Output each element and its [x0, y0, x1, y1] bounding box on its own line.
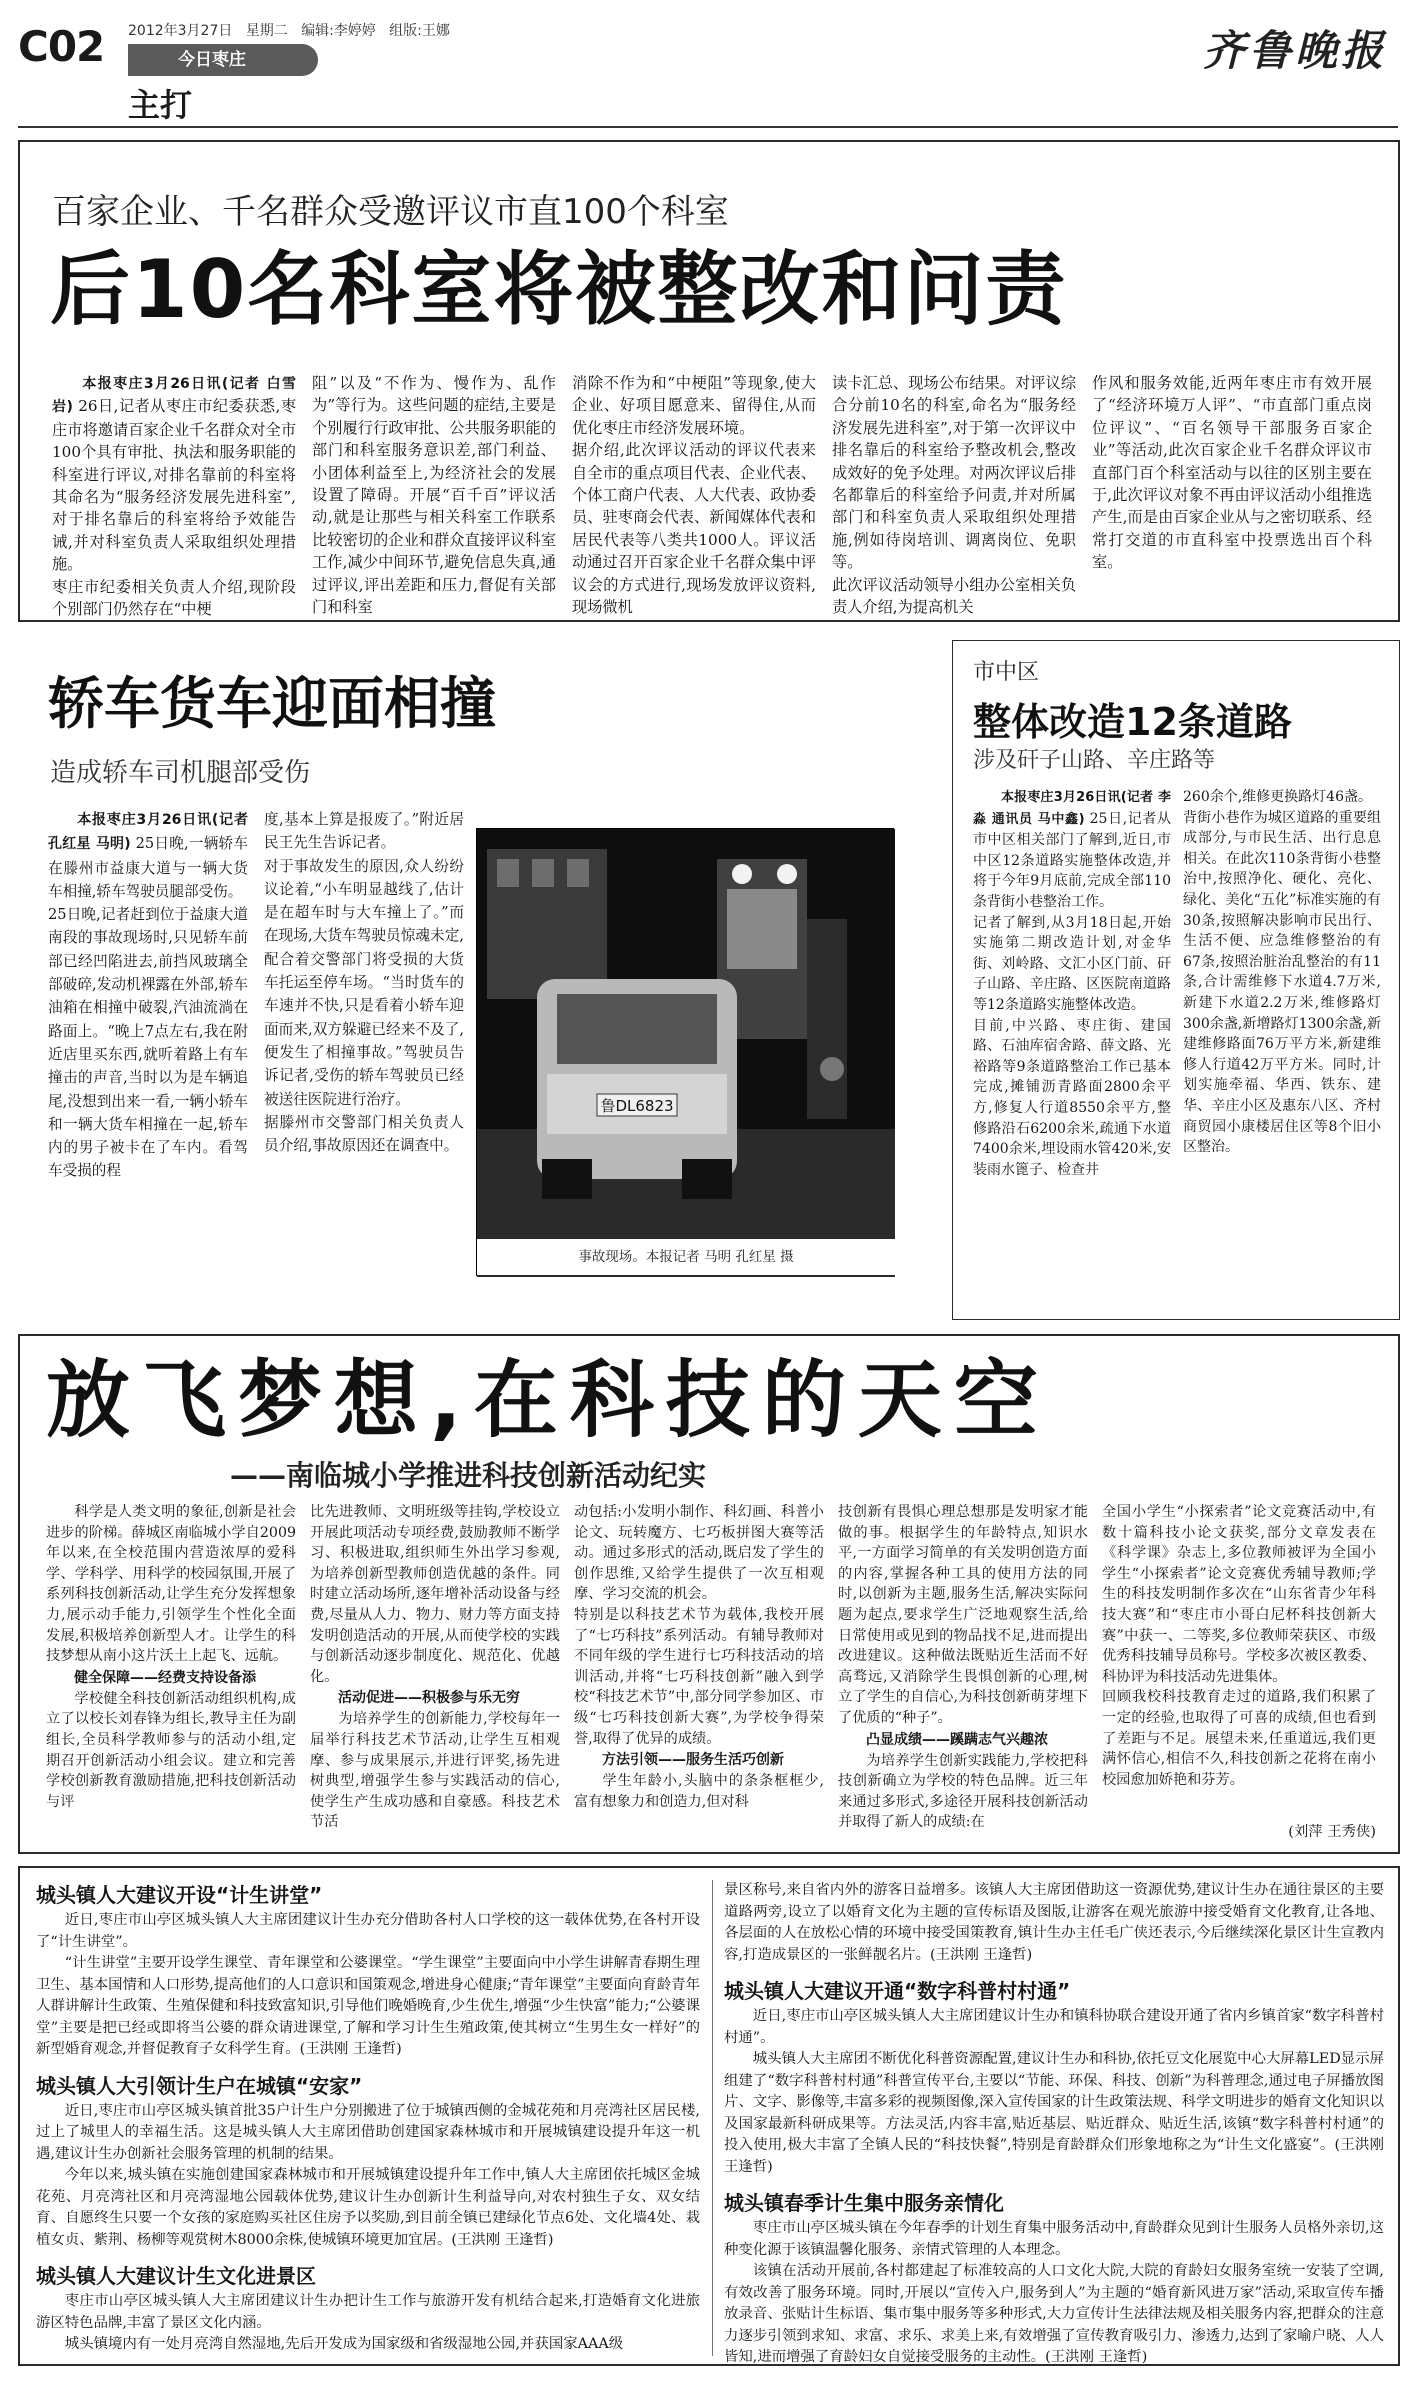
- article1-lead: 本报枣庄3月26日讯(记者 白雪岩): [52, 376, 296, 416]
- article2-col-2: 度,基本上算是报废了。”附近居民王先生告诉记者。 对于事故发生的原因,众人纷纷议论着,“小车明显越线了,估计是在超车时与大车撞上了。”而在现场,大货车驾驶员惊魂未定,配合着交警部门将受损的大货车托运至停车场。“当时货车的车速并不快,只是看着小轿车迎面而来,双方躲避已经来不及了,便发生了相撞事故。”驾驶员告诉记者,受伤的轿车驾驶员已经被送往医院进行治疗。 据滕州市交警部门相关负责人员介绍,事故原因还在调查中。: [264, 811, 464, 1155]
- brief-3-para-1: 枣庄市山亭区城头镇人大主席团建议计生办把计生工作与旅游开发有机结合起来,打造婚育文化进旅游区特色品牌,丰富了景区文化内涵。: [36, 2293, 700, 2331]
- article4-col-1-rest: 学校健全科技创新活动组织机构,成立了以校长刘春锋为组长,教导主任为副组长,全员科学教师参与的活动小组,定期召开创新活动小组会议。建立和完善学校创新教育激励措施,把科技创新活动与评: [46, 1690, 296, 1810]
- article3-subhead: 涉及矸子山路、辛庄路等: [973, 748, 1216, 773]
- brief-2-para-2: 今年以来,城头镇在实施创建国家森林城市和开展城镇建设提升年工作中,镇人大主席团依托城区金城花苑、月亮湾社区和月亮湾湿地公园载体优势,建议计生办创新计生利益导向,对农村独生子女、双女结育、自愿终生只要一个女孩的家庭购买社区住房予以奖励,到目前全镇已建绿化节点6处、文化墙4处、栽植女贞、紫荆、杨柳等观赏树木8000余株,使城镇环境更加宜居。(王洪刚 王逢哲): [36, 2167, 700, 2248]
- briefs-right-column: [724, 1880, 1384, 2365]
- brief-2-title: 城头镇人大引领计生户在城镇“安家”: [36, 2073, 363, 2098]
- brief-5-title: 城头镇春季计生集中服务亲情化: [724, 2191, 1004, 2215]
- article4-headline: 放飞梦想,在科技的天空: [46, 1351, 1050, 1449]
- article4-col-3-a: 动包括:小发明小制作、科幻画、科普小论文、玩转魔方、七巧板拼图大赛等活动。通过多形式的活动,既启发了学生的创作思维,又给学生提供了一次互相观摩、学习交流的机会。 特别是以科技艺术节为载体,我校开展了“七巧科技”系列活动。有辅导教师对不同年级的学生进行七巧科技活动的培训活动,并将“七巧科技创新”融入到学校“科技艺术节”中,部分同学参加区、市级“七巧科技创新大赛”,为学校争得荣誉,取得了优异的成绩。: [574, 1504, 824, 1747]
- article4-col-4-b: 为培养学生创新实践能力,学校把科技创新确立为学校的特色品牌。近三年来通过多形式,多途径开展科技创新活动并取得了新人的成绩:在: [838, 1752, 1088, 1831]
- article4-col-5-text: 全国小学生“小探索者”论文竞赛活动中,有数十篇科技小论文获奖,部分文章发表在《科学课》杂志上,多位教师被评为全国小学生“小探索者”论文竞赛优秀辅导教师;学生的科技发明制作多次在“山东省青少年科技大赛”和“枣庄市小哥白尼杯科技创新大赛”中获一、二等奖,多位教师荣获区、市级优秀科技辅导员称号。学校多次被区教委、科协评为科技活动先进集体。 回顾我校科技教育走过的道路,我们积累了一定的经验,也取得了可喜的成绩,但也看到了差距与不足。展望未来,任重道远,我们更满怀信心,相信不久,科技创新之花将在南小校园愈加娇艳和芬芳。: [1102, 1504, 1376, 1788]
- article4-col-1-intro: 科学是人类文明的象征,创新是社会进步的阶梯。薛城区南临城小学自2009年以来,在全校范围内营造浓厚的爱科学、学科学、用科学的校园氛围,开展了系列科技创新活动,让学生充分发挥想象力,展示动手能力,引领学生个性化全面发展,积极培养创新型人才。让学生的科技梦想从南小这片沃土上起飞、远航。: [46, 1504, 296, 1665]
- brief-4-para-2: 城头镇人大主席团不断优化科普资源配置,建议计生办和科协,依托豆文化展览中心大屏幕LED显示屏组建了“数字科普村村通”科普宣传平台,主要以“节能、环保、科技、创新”为科普理念,通过电子屏播放图片、文字、影像等,丰富多彩的视频图像,深入宣传国家的计生政策法规、科学文明进步的婚育文化知识以及国家最新科研成果等。方法灵活,内容丰富,贴近基层、贴近群众、贴近生活,该镇“数字科普村村通”的投入使用,极大丰富了全镇人民的“科技快餐”,特别是育龄群众们形象地称之为“计生文化盛宴”。(王洪刚 王逢哲): [724, 2051, 1384, 2175]
- article1-col-4: 读卡汇总、现场公布结果。对评议综合分前10名的科室,命名为“服务经济发展先进科室”,对于第一次评议中排名靠后的科室给予整改机会,整改成效好的免予处理。对两次评议后排名都靠后的科室给予问责,并对所属部门和科室负责人采取组织处理措施,例如待岗培训、调离岗位、免职等。 此次评议活动领导小组办公室相关负责人介绍,为提高机关: [832, 374, 1076, 617]
- masthead-logo: 齐鲁晚报: [1202, 26, 1387, 75]
- brief-3-title: 城头镇人大建议计生文化进景区: [36, 2264, 316, 2288]
- section-title: 主打: [128, 86, 193, 124]
- plate-text: 鲁DL6823: [600, 1097, 674, 1115]
- article1-col-1-text: 26日,记者从枣庄市纪委获悉,枣庄市将邀请百家企业千名群众对全市100个具有审批、执法和服务职能的科室进行评议,对排名靠前的科室将其命名为“服务经济发展先进科室”,对于排名靠后的科室将给予效能告诫,并对科室负责人采取组织处理措施。 枣庄市纪委相关负责人介绍,现阶段个别部门仍然存在“中梗: [52, 397, 297, 619]
- article4-col-2: [310, 1502, 560, 1846]
- weekday: 星期二: [245, 23, 288, 39]
- article-science-school: [18, 1334, 1400, 1854]
- accident-photo: [476, 828, 894, 1276]
- article4-sub-3: 方法引领——服务生活巧创新: [602, 1752, 784, 1769]
- article4-col-5: [1102, 1502, 1376, 1846]
- article4-col-2-b: 为培养学生的创新能力,学校每年一届举行科技艺术节活动,让学生互相观摩、参与成果展示,并进行评奖,扬先进树典型,增强学生参与实践活动的信心,使学生产生成功感和自豪感。科技艺术节活: [310, 1711, 560, 1831]
- article1-col-2: 阻”以及“不作为、慢作为、乱作为”等行为。这些问题的症结,主要是个别履行行政审批、公共服务职能的部门和科室服务意识差,部门利益、小团体利益至上,为经济社会的发展设置了障碍。开展“百千百”评议活动,就是让那些与相关科室工作联系比较密切的企业和群众直接评议科室工作,减少中间环节,避免信息失真,通过评议,评出差距和压力,督促有关部门和科室: [312, 374, 556, 617]
- article2-lead: 本报枣庄3月26日讯(记者 孔红星 马明): [48, 812, 248, 853]
- editor: 编辑:李婷婷: [301, 23, 376, 39]
- article4-col-2-a: 比先进教师、文明班级等挂钩,学校设立开展此项活动专项经费,鼓励教师不断学习、积极进取,组织师生外出学习参观,为培养创新型教师创造优越的条件。同时建立活动场所,逐年增补活动设备与经费,尽量从人力、物力、财力等方面支持发明创造活动的开展,从而使学校的实践与创新活动逐步制度化、规范化、优越化。: [310, 1504, 560, 1685]
- brief-4: [724, 1976, 1384, 2178]
- brief-1-para-1: 近日,枣庄市山亭区城头镇人大主席团建议计生办充分借助各村人口学校的这一载体优势,在各村开设了“计生讲堂”。: [36, 1912, 700, 1950]
- article4-credit: (刘萍 王秀侠): [1288, 1824, 1376, 1840]
- article3-headline: 整体改造12条道路: [973, 700, 1292, 744]
- brief-5: [724, 2188, 1384, 2369]
- article4-col-1: [46, 1502, 296, 1846]
- article2-col-1-text: 25日晚,一辆轿车在滕州市益康大道与一辆大货车相撞,轿车驾驶员腿部受伤。 25日晚,记者赶到位于益康大道南段的事故现场时,只见轿车前部已经凹陷进去,前挡风玻璃全部破碎,发动机裸露在外部,轿车油箱在相撞中破裂,汽油流淌在路面上。“晚上7点左右,我在附近店里买东西,就听着路上有车撞击的声音,当时以为是车辆追尾,没想到出来一看,一辆小轿车和一辆大货车相撞在一起,轿车内的男子被卡在了车内。看驾车受损的程: [48, 835, 248, 1180]
- article-road-renovation: [952, 640, 1400, 1320]
- header-rule: [18, 126, 1398, 128]
- brief-3: [36, 2261, 700, 2356]
- article4-col-3-b: 学生年龄小,头脑中的条条框框少,富有想象力和创造力,但对科: [574, 1773, 824, 1810]
- date-line: [128, 20, 450, 40]
- article2-subhead: 造成轿车司机腿部受伤: [50, 758, 311, 788]
- brief-5-para-1: 枣庄市山亭区城头镇在今年春季的计划生育集中服务活动中,育龄群众见到计生服务人员格外亲切,这种变化源于该镇温馨化服务、亲情式管理的人本理念。: [724, 2220, 1384, 2258]
- accident-scene-illustration: [477, 829, 895, 1277]
- article-evaluation: [18, 140, 1400, 622]
- article1-kicker: 百家企业、千名群众受邀评议市直100个科室: [52, 192, 729, 232]
- brief-4-para-1: 近日,枣庄市山亭区城头镇人大主席团建议计生办和镇科协联合建设开通了省内乡镇首家“数字科普村村通”。: [724, 2008, 1384, 2046]
- article1-headline: 后10名科室将被整改和问责: [50, 243, 1068, 336]
- brief-2: [36, 2071, 700, 2252]
- article4-col-4: [838, 1502, 1088, 1846]
- section-tag-text: 今日枣庄: [178, 50, 246, 70]
- section-tag: [128, 44, 318, 76]
- article1-col-3: 消除不作为和“中梗阻”等现象,使大企业、好项目愿意来、留得住,从而优化枣庄市经济发展环境。 据介绍,此次评议活动的评议代表来自全市的重点项目代表、企业代表、个体工商户代表、人大代表、政协委员、驻枣商会代表、新闻媒体代表和居民代表等八类共1000人。评议活动通过召开百家企业千名群众集中评议会的方式进行,现场发放评议资料,现场微机: [572, 374, 816, 617]
- layout-credit: 组版:王娜: [389, 23, 450, 39]
- article3-kicker: 市中区: [973, 660, 1040, 685]
- article4-subhead: ——南临城小学推进科技创新活动纪实: [230, 1459, 707, 1492]
- article3-col-1-text: 25日,记者从市中区相关部门了解到,近日,市中区12条道路实施整体改造,并将于今年9月底前,完成全部110条背街小巷整治工作。 记者了解到,从3月18日起,开始实施第二期改造计划,对金华街、刘岭路、文汇小区门前、矸子山路、辛庄路、区医院南道路等12条道路实施整体改造。 目前,中兴路、枣庄街、建国路、石油库宿舍路、薛文路、光裕路等9条道路整治工作已基本完成,摊铺沥青路面2800余平方,修复人行道8550余平方,整修路沿石6200余米,疏通下水道7400余米,埋设雨水管420米,安装雨水篦子、检查井: [973, 810, 1171, 1178]
- article-car-accident: [18, 640, 960, 1320]
- article4-sub-1: 健全保障——经费支持设备添: [74, 1669, 256, 1686]
- article1-col-1: [52, 372, 297, 619]
- article4-sub-4: 凸显成绩——蹊蹒志气兴趣浓: [866, 1731, 1048, 1748]
- article4-col-3: [574, 1502, 824, 1846]
- article4-sub-2: 活动促进——积极参与乐无穷: [338, 1690, 520, 1707]
- article2-headline: 轿车货车迎面相撞: [48, 672, 496, 737]
- article4-col-4-a: 技创新有畏惧心理总想那是发明家才能做的事。根据学生的年龄特点,知识水平,一方面学习简单的有关发明创造方面的内容,掌握各种工具的使用方法的同时,以创新为主题,服务生活,解决实际问题为起点,要求学生广泛地观察生活,给日常使用或见到的物品找不足,进而提出改进建议。这种做法既贴近生活而不好高骛远,又消除学生畏惧创新的心理,树立了学生的自信心,为科技创新萌芽埋下了优质的“种子”。: [838, 1504, 1088, 1726]
- brief-3-continued: [724, 1880, 1384, 1966]
- brief-3-continued-text: 景区称号,来自省内外的游客日益增多。该镇人大主席团借助这一资源优势,建议计生办在通往景区的主要道路两旁,设立了以婚育文化为主题的宣传标语及图版,让游客在观光旅游中接受婚育文化教育,让各地、各层面的人在放松心情的环境中接受国策教育,镇计生办主任毛广侠还表示,今后继续深化景区计生宣教内容,打造成景区的一张鲜靓名片。(王洪刚 王逢哲): [724, 1882, 1384, 1963]
- date: 2012年3月27日: [128, 23, 233, 39]
- briefs-left-column: [36, 1880, 700, 2356]
- article3-lead: 本报枣庄3月26日讯(记者 李淼 通讯员 马中鑫): [973, 790, 1171, 827]
- briefs-divider: [712, 1880, 713, 2356]
- brief-1-para-2: “计生讲堂”主要开设学生课堂、青年课堂和公婆课堂。“学生课堂”主要面向中小学生讲解青春期生理卫生、基本国情和人口形势,提高他们的人口意识和国策观念,增进身心健康;“青年课堂”主要面向育龄青年人群讲解计生政策、生殖保健和科技致富知识,引导他们晚婚晚育,少生优生,增强“少生快富”能力;“公婆课堂”主要是把已经或即将当公婆的群众请进课堂,了解和学习计生生殖政策,使其树立“生男生女一样好”的新型婚育观念,并督促教育子女科学生育。(王洪刚 王逢哲): [36, 1955, 700, 2057]
- brief-2-para-1: 近日,枣庄市山亭区城头镇首批35户计生户分别搬进了位于城镇西侧的金城花苑和月亮湾社区居民楼,过上了城里人的幸福生活。这是城头镇人大主席团借助创建国家森林城市和开展城镇建设提升年这一机遇,建议计生办创新社会服务管理的机制的结果。: [36, 2102, 700, 2162]
- brief-1: [36, 1880, 700, 2061]
- article3-col-2: 260余个,维修更换路灯46盏。 背街小巷作为城区道路的重要组成部分,与市民生活、出行息息相关。在此次110条背街小巷整治中,按照净化、硬化、亮化、绿化、美化“五化”标准实施的有30条,按照解决影响市民出行、生活不便、应急维修整治的有67条,按照治脏治乱整治的有11条,合计需维修下水道4.7万米,新建下水道2.2万米,维修路灯300余盏,新增路灯1300余盏,新建维修路面76万平方米,新建维修人行道42万平方米。同时,计划实施牵福、华西、铁东、建华、辛庄小区及惠东八区、齐村商贸园小康楼居住区等8个旧小区整治。: [1183, 789, 1381, 1156]
- brief-5-para-2: 该镇在活动开展前,各村都建起了标准较高的人口文化大院,大院的育龄妇女服务室统一安装了空调,有效改善了服务环境。同时,开展以“宣传入户,服务到人”为主题的“婚育新风进万家”活动,采取宣传车播放录音、张贴计生标语、集市集中服务等多种形式,大力宣传计生法律法规及相关服务内容,把群众的注意力逐步引领到求知、求富、求乐、求美上来,有效增强了宣传教育吸引力、渗透力,达到了家喻户晓、人人皆知,进而增强了育龄妇女自觉接受服务的主动性。(王洪刚 王逢哲): [724, 2263, 1384, 2365]
- page-header: [0, 0, 1417, 130]
- photo-caption: 事故现场。本报记者 马明 孔红星 摄: [477, 1239, 895, 1275]
- page-code: C02: [18, 22, 105, 71]
- article1-col-5: 作风和服务效能,近两年枣庄市有效开展了“经济环境万人评”、“市直部门重点岗位评议”、“百名领导干部服务百家企业”等活动,此次百家企业千名群众评议市直部门百个科室活动与以往的区别主要在于,此次评议对象不再由评议活动小组推选产生,而是由百家企业从与之密切联系、经常打交道的市直科室中投票选出百个科室。: [1092, 374, 1372, 572]
- news-briefs: [18, 1866, 1400, 2366]
- article2-col-1: [48, 808, 248, 1308]
- article3-col-1: [973, 787, 1171, 1307]
- brief-4-title: 城头镇人大建议开通“数字科普村村通”: [724, 1979, 1071, 2003]
- brief-3-para-2: 城头镇境内有一处月亮湾自然湿地,先后开发成为国家级和省级湿地公园,并获国家AAA级: [64, 2336, 624, 2352]
- brief-1-title: 城头镇人大建议开设“计生讲堂”: [36, 1883, 323, 1907]
